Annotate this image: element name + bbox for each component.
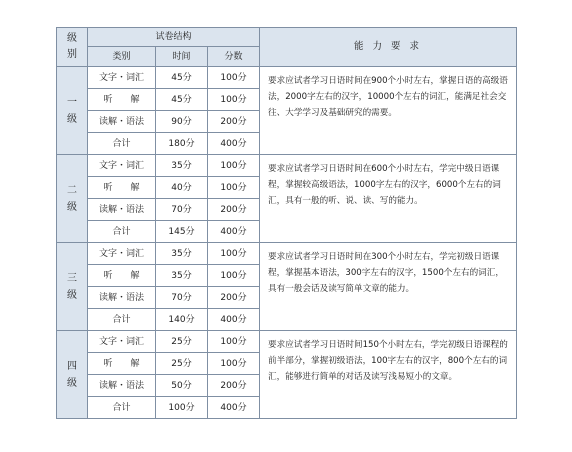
time-cell: 40分 <box>156 177 208 199</box>
subject-row <box>57 155 517 177</box>
score-cell: 100分 <box>208 177 260 199</box>
subject-cell: 合计 <box>88 133 156 155</box>
subject-cell: 文字・词汇 <box>88 243 156 265</box>
level-header-text: 级别 <box>67 33 77 60</box>
level-name-cell <box>57 67 88 155</box>
subject-cell: 读解・语法 <box>88 111 156 133</box>
level-name: 一级 <box>67 96 77 125</box>
time-cell: 180分 <box>156 133 208 155</box>
subject-cell: 合计 <box>88 309 156 331</box>
subject-cell: 文字・词汇 <box>88 67 156 89</box>
level-header <box>57 28 88 67</box>
score-header: 分数 <box>208 47 260 67</box>
score-cell: 100分 <box>208 67 260 89</box>
ability-description: 要求应试者学习日语时间在300个小时左右，学完初级日语课程，掌握基本语法，300字左右的汉字，1500个左右的词汇，具有一般会话及读写简单文章的能力。 <box>260 243 517 331</box>
score-cell: 100分 <box>208 353 260 375</box>
ability-description: 要求应试者学习日语时间在600个小时左右，学完中级日语课程，掌握较高级语法，1000字左右的汉字，6000个左右的词汇，具有一般的听、说、读、写的能力。 <box>260 155 517 243</box>
level-name: 二级 <box>67 184 77 213</box>
subject-row <box>57 243 517 265</box>
subject-cell: 听 解 <box>88 265 156 287</box>
time-header: 时间 <box>156 47 208 67</box>
score-cell: 400分 <box>208 221 260 243</box>
time-cell: 70分 <box>156 199 208 221</box>
header-row-top <box>57 28 517 47</box>
score-cell: 200分 <box>208 111 260 133</box>
exam-structure-table <box>56 27 517 419</box>
subject-cell: 文字・词汇 <box>88 331 156 353</box>
category-header: 类别 <box>88 47 156 67</box>
time-cell: 50分 <box>156 375 208 397</box>
subject-cell: 文字・词汇 <box>88 155 156 177</box>
score-cell: 100分 <box>208 155 260 177</box>
exam-structure-table-container <box>56 27 516 422</box>
score-cell: 200分 <box>208 199 260 221</box>
ability-description: 要求应试者学习日语时间150个小时左右，学完初级日语课程的前半部分，掌握初级语法，100字左右的汉字，800个左右的词汇，能够进行简单的对话及读写浅易短小的文章。 <box>260 331 517 419</box>
time-cell: 35分 <box>156 155 208 177</box>
time-cell: 45分 <box>156 67 208 89</box>
subject-row <box>57 331 517 353</box>
score-cell: 200分 <box>208 375 260 397</box>
ability-description: 要求应试者学习日语时间在900个小时左右，掌握日语的高级语法，2000字左右的汉字，10000个左右的词汇，能满足社会交往、大学学习及基础研究的需要。 <box>260 67 517 155</box>
time-cell: 145分 <box>156 221 208 243</box>
subject-row <box>57 67 517 89</box>
score-cell: 100分 <box>208 331 260 353</box>
score-cell: 400分 <box>208 397 260 419</box>
ability-header: 能 力 要 求 <box>260 28 517 67</box>
time-cell: 35分 <box>156 243 208 265</box>
time-cell: 140分 <box>156 309 208 331</box>
subject-cell: 读解・语法 <box>88 199 156 221</box>
time-cell: 70分 <box>156 287 208 309</box>
score-cell: 100分 <box>208 243 260 265</box>
level-name: 三级 <box>67 272 77 301</box>
time-cell: 25分 <box>156 353 208 375</box>
score-cell: 400分 <box>208 309 260 331</box>
score-cell: 400分 <box>208 133 260 155</box>
time-cell: 90分 <box>156 111 208 133</box>
subject-cell: 合计 <box>88 397 156 419</box>
level-name-cell <box>57 155 88 243</box>
subject-cell: 听 解 <box>88 353 156 375</box>
time-cell: 100分 <box>156 397 208 419</box>
subject-cell: 读解・语法 <box>88 375 156 397</box>
structure-header: 试卷结构 <box>88 28 260 47</box>
time-cell: 45分 <box>156 89 208 111</box>
subject-cell: 读解・语法 <box>88 287 156 309</box>
score-cell: 100分 <box>208 265 260 287</box>
time-cell: 35分 <box>156 265 208 287</box>
time-cell: 25分 <box>156 331 208 353</box>
level-name-cell <box>57 243 88 331</box>
score-cell: 200分 <box>208 287 260 309</box>
level-name-cell <box>57 331 88 419</box>
level-name: 四级 <box>67 360 77 389</box>
subject-cell: 听 解 <box>88 177 156 199</box>
score-cell: 100分 <box>208 89 260 111</box>
subject-cell: 合计 <box>88 221 156 243</box>
subject-cell: 听 解 <box>88 89 156 111</box>
